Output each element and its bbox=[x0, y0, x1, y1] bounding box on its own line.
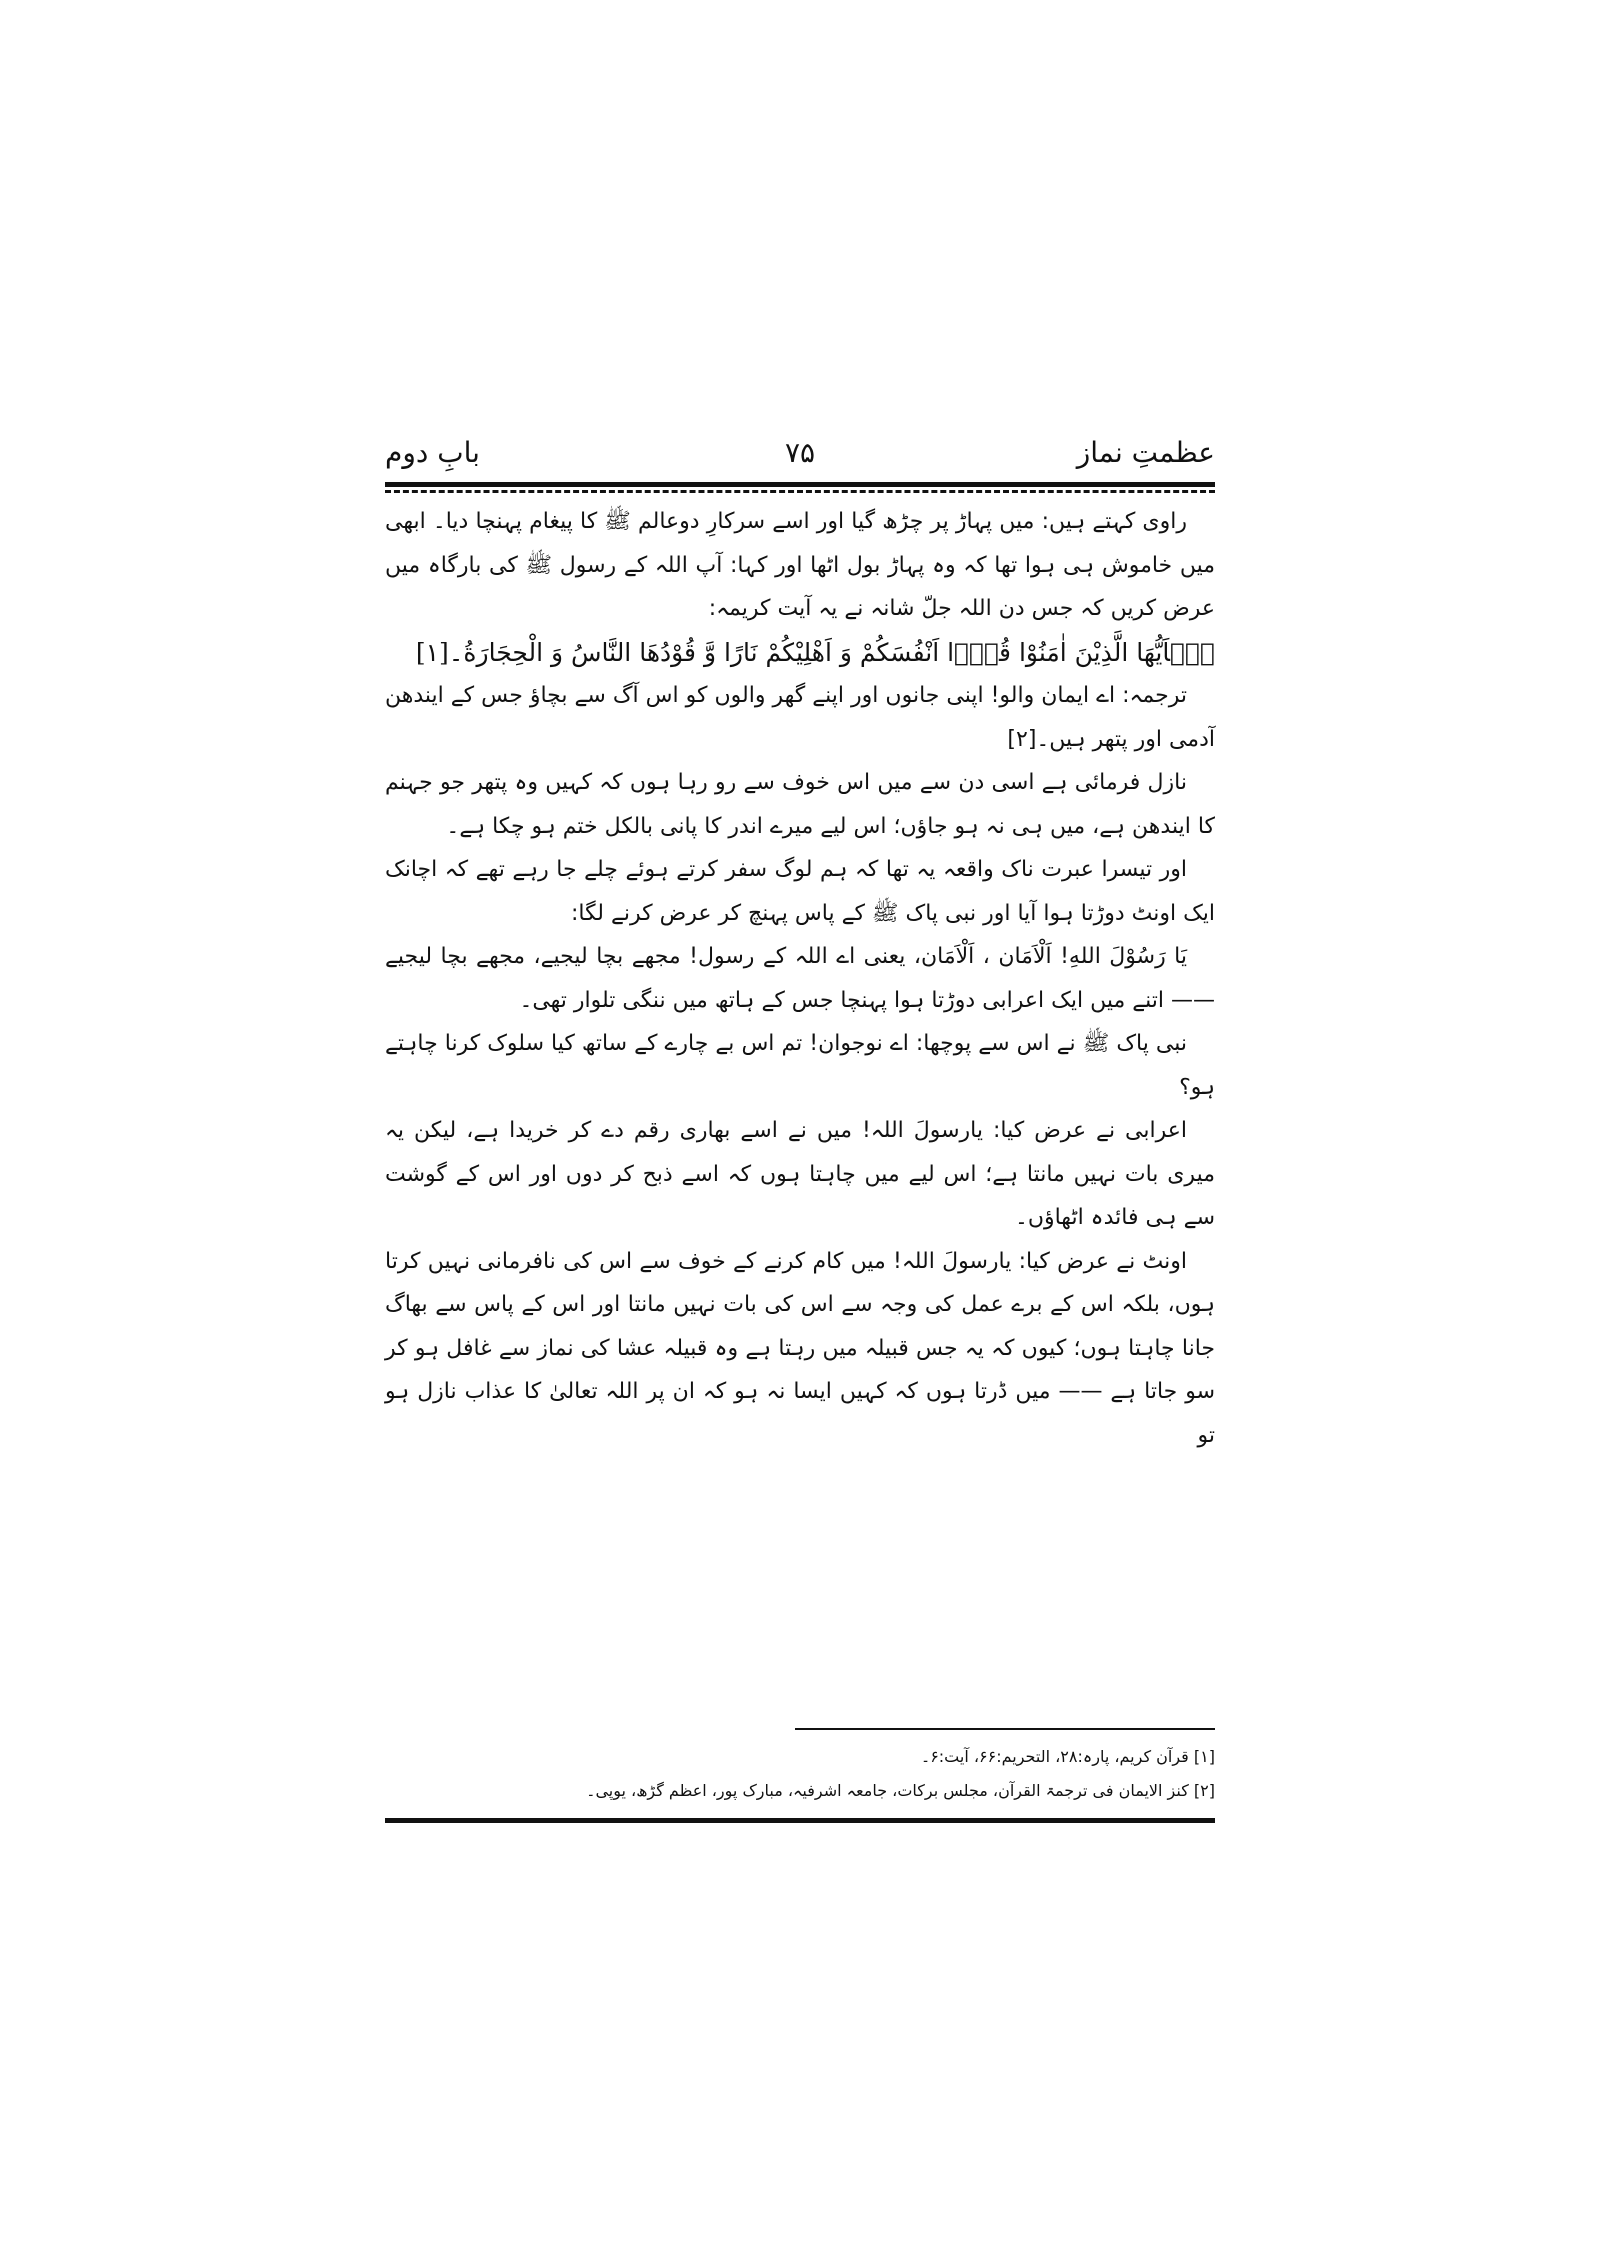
paragraph-5: یَا رَسُوْلَ اللهِ! اَلْاَمَان ، اَلْاَمَان، یعنی اے اللہ کے رسول! مجھے بچا لیجیے، مجھے بچا لیجیے —— اتنے میں ایک اعرابی دوڑتا ہوا پہنچا جس کے ہاتھ میں ننگی تلوار تھی۔ bbox=[385, 944, 1215, 1013]
footnotes bbox=[385, 1740, 1215, 1808]
footnote-1: [۱] قرآن کریم، پارہ:۲۸، التحریم:۶۶، آیت:۶۔ bbox=[920, 1747, 1215, 1766]
paragraph-1: راوی کہتے ہیں: میں پہاڑ پر چڑھ گیا اور اسے سرکارِ دوعالم ﷺ کا پیغام پہنچا دیا۔ ابھی میں خاموش ہی ہوا تھا کہ وہ پہاڑ بول اٹھا اور کہا: آپ اللہ کے رسول ﷺ کی بارگاہ میں عرض کریں کہ جس دن اللہ جلّ شانہ نے یہ آیت کریمہ: bbox=[385, 509, 1215, 621]
header-dashed-rule bbox=[385, 490, 1215, 493]
page-number: ۷۵ bbox=[784, 436, 816, 469]
bottom-rule bbox=[385, 1818, 1215, 1823]
paragraph-7: اعرابی نے عرض کیا: یارسولَ اللہ! میں نے اسے بھاری رقم دے کر خریدا ہے، لیکن یہ میری بات نہیں مانتا ہے؛ اس لیے میں چاہتا ہوں کہ اسے ذبح کر دوں اور اس کے گوشت سے ہی فائدہ اٹھاؤں۔ bbox=[385, 1118, 1215, 1230]
paragraph-translation: ترجمہ: اے ایمان والو! اپنی جانوں اور اپنے گھر والوں کو اس آگ سے بچاؤ جس کے ایندھن آدمی اور پتھر ہیں۔[۲] bbox=[385, 683, 1215, 752]
paragraph-3: نازل فرمائی ہے اسی دن سے میں اس خوف سے رو رہا ہوں کہ کہیں وہ پتھر جو جہنم کا ایندھن ہے، میں ہی نہ ہو جاؤں؛ اس لیے میرے اندر کا پانی بالکل ختم ہو چکا ہے۔ bbox=[385, 770, 1215, 839]
body-text bbox=[385, 500, 1215, 1457]
book-title: عظمتِ نماز bbox=[1076, 436, 1215, 469]
quran-verse: یٰۤاَیُّهَا الَّذِیْنَ اٰمَنُوْا قُوْۤا اَنْفُسَكُمْ وَ اَهْلِیْكُمْ نَارًا وَّ قُوْدُهَا النَّاسُ وَ الْحِجَارَةُ۔[۱] bbox=[415, 637, 1215, 667]
footnote-rule bbox=[795, 1728, 1215, 1730]
page-header bbox=[385, 430, 1215, 486]
paragraph-6: نبی پاک ﷺ نے اس سے پوچھا: اے نوجوان! تم اس بے چارے کے ساتھ کیا سلوک کرنا چاہتے ہو؟ bbox=[385, 1031, 1215, 1100]
book-page bbox=[385, 430, 1215, 1800]
paragraph-8: اونٹ نے عرض کیا: یارسولَ اللہ! میں کام کرنے کے خوف سے اس کی نافرمانی نہیں کرتا ہوں، بلکہ اس کے برے عمل کی وجہ سے اس کی بات نہیں مانتا اور اس کے پاس سے بھاگ جانا چاہتا ہوں؛ کیوں کہ یہ جس قبیلہ میں رہتا ہے وہ قبیلہ عشا کی نماز سے غافل ہو کر سو جاتا ہے —— میں ڈرتا ہوں کہ کہیں ایسا نہ ہو کہ ان پر اللہ تعالیٰ کا عذاب نازل ہو تو bbox=[385, 1248, 1215, 1448]
footnote-2: [۲] کنز الایمان فی ترجمۃ القرآن، مجلس برکات، جامعہ اشرفیہ، مبارک پور، اعظم گڑھ، یوپی۔ bbox=[586, 1781, 1215, 1800]
chapter-title: بابِ دوم bbox=[385, 436, 480, 469]
header-rule bbox=[385, 482, 1215, 487]
paragraph-4: اور تیسرا عبرت ناک واقعہ یہ تھا کہ ہم لوگ سفر کرتے ہوئے چلے جا رہے تھے کہ اچانک ایک اونٹ دوڑتا ہوا آیا اور نبی پاک ﷺ کے پاس پہنچ کر عرض کرنے لگا: bbox=[385, 857, 1215, 926]
